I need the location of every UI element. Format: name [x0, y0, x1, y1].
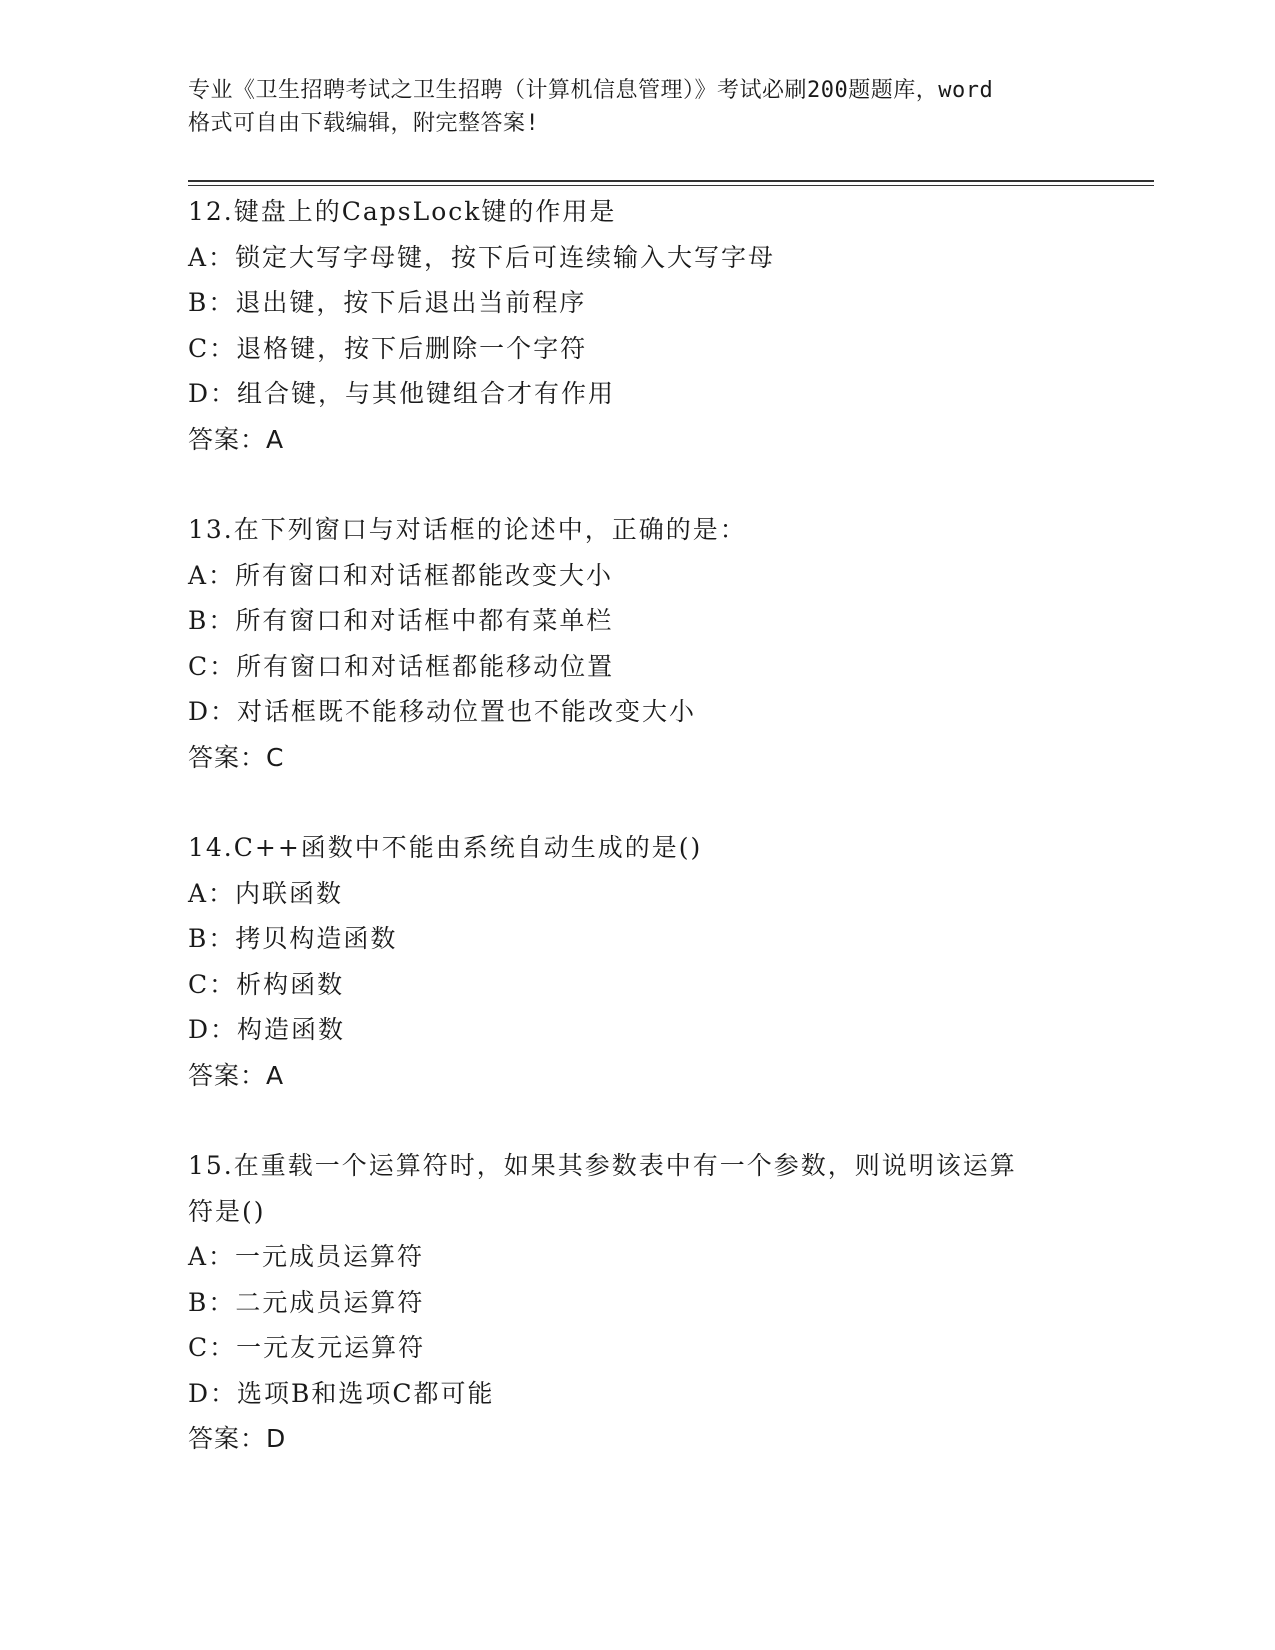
question-12 [188, 189, 1088, 462]
question-13 [188, 507, 1088, 780]
option-d: D：对话框既不能移动位置也不能改变大小 [188, 697, 697, 726]
question-14 [188, 825, 1088, 1098]
option-b: B：退出键，按下后退出当前程序 [188, 288, 587, 317]
option-a: A：一元成员运算符 [188, 1242, 425, 1271]
document-header [188, 74, 1088, 140]
question-stem: 12.键盘上的CapsLock键的作用是 [188, 197, 617, 226]
question-stem: 15.在重载一个运算符时，如果其参数表中有一个参数，则说明该运算 [188, 1151, 1017, 1180]
answer: 答案：C [188, 742, 285, 772]
question-list [188, 189, 1088, 1507]
option-c: C：析构函数 [188, 969, 345, 999]
option-a: A：内联函数 [188, 878, 344, 908]
question-stem: 13.在下列窗口与对话框的论述中，正确的是： [188, 515, 747, 544]
question-15 [188, 1143, 1088, 1462]
header-divider-thin [188, 185, 1154, 186]
answer: 答案：A [188, 424, 285, 454]
answer: 答案：A [188, 1060, 285, 1090]
header-line-1: 专业《卫生招聘考试之卫生招聘（计算机信息管理）》考试必刷200题题库，word [188, 78, 994, 103]
option-a: A：锁定大写字母键，按下后可连续输入大写字母 [188, 242, 776, 272]
question-stem-continued: 符是() [188, 1196, 266, 1226]
header-line-2: 格式可自由下载编辑，附完整答案! [188, 111, 540, 136]
option-d: D：选项B和选项C都可能 [188, 1378, 495, 1408]
option-c: C：一元友元运算符 [188, 1333, 426, 1362]
option-c: C：所有窗口和对话框都能移动位置 [188, 651, 615, 681]
header-divider-thick [188, 180, 1154, 182]
option-d: D：组合键，与其他键组合才有作用 [188, 379, 616, 408]
option-d: D：构造函数 [188, 1015, 346, 1044]
option-c: C：退格键，按下后删除一个字符 [188, 333, 588, 363]
answer: 答案：D [188, 1424, 287, 1453]
question-stem: 14.C++函数中不能由系统自动生成的是() [188, 833, 703, 862]
option-b: B：二元成员运算符 [188, 1287, 425, 1317]
option-b: B：拷贝构造函数 [188, 924, 398, 953]
option-b: B：所有窗口和对话框中都有菜单栏 [188, 606, 614, 635]
option-a: A：所有窗口和对话框都能改变大小 [188, 560, 614, 590]
